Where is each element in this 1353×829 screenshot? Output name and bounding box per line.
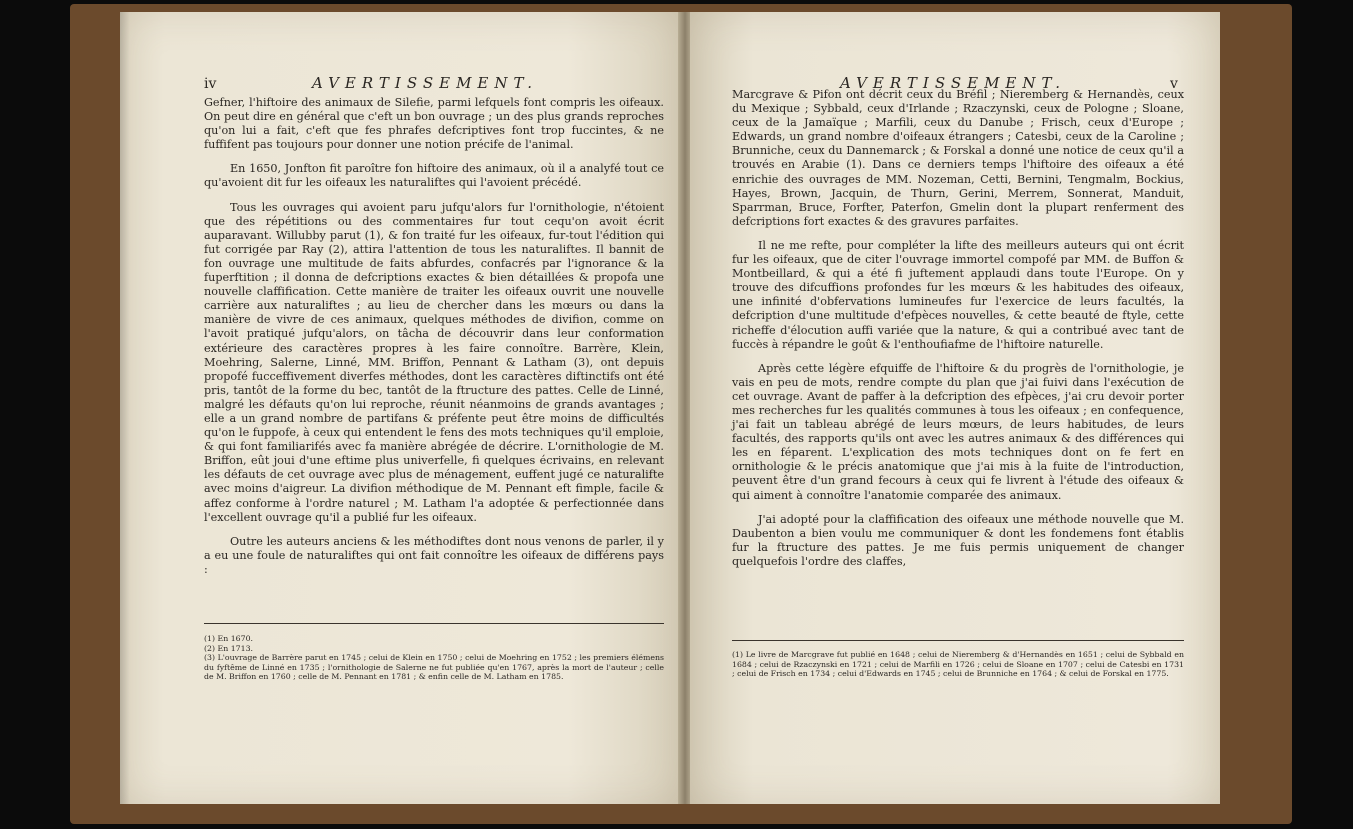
paragraph: Il ne me refte, pour compléter la lifte des meilleurs auteurs qui ont écrit fur les oifeaux, que de citer l'ouvrage immortel compofé par MM. de Buffon & Montbeillard, & qui a été fi juftement applaudi dans toute l'Europe. On y trouve des difcuffions profondes fur les mœurs & les habitudes des oifeaux, une infinité d'obfervations lumineufes fur l'exercice de leurs facultés, la defcription d'une multitude d'efpèces nouvelles, & cette beauté de ftyle, cette richeffe d'élocution auffi variée que la nature, & qui a contribué avec tant de fuccès à répandre le goût & l'enthoufiafme de l'hiftoire naturelle. — [732, 238, 1184, 351]
page-number: iv — [204, 76, 217, 92]
paragraph: Marcgrave & Pifon ont décrit ceux du Bréfil ; Nieremberg & Hernandès, ceux du Mexique ; Sybbald, ceux d'Irlande ; Rzaczynski, ceux de Pologne ; Sloane, ceux de la Jamaïque ; Marfili, ceux du Danube ; Frisch, ceux d'Europe ; Edwards, un grand nombre d'oifeaux étrangers ; Catesbi, ceux de la Caroline ; Brunniche, ceux du Dannemarck ; & Forskal a donné une notice de ceux qu'il a trouvés en Arabie (1). Dans ce derniers temps l'hiftoire des oifeaux a été enrichie des ouvrages de MM. Nozeman, Cetti, Bernini, Tengmalm, Bockius, Hayes, Brown, Jacquin, de Thurn, Gerini, Merrem, Sonnerat, Manduit, Sparrman, Bruce, Forfter, Paterfon, Gmelin dont la plupart renferment des defcriptions fort exactes & des gravures parfaites. — [732, 88, 1184, 228]
body-text — [204, 96, 664, 587]
paragraph: J'ai adopté pour la claffification des oifeaux une méthode nouvelle que M. Daubenton a bien voulu me communiquer & dont les fondemens font établis fur la ftructure des pattes. Je me fuis permis uniquement de changer quelquefois l'ordre des claffes, — [732, 512, 1184, 568]
paragraph: Gefner, l'hiftoire des animaux de Silefie, parmi lefquels font compris les oifeaux. On peut dire en général que c'eft un bon ouvrage ; un des plus grands reproches qu'on lui a fait, c'eft que fes phrafes defcriptives font trop fuccintes, & ne fuffifent pas toujours pour donner une notion précife de l'animal. — [204, 96, 664, 152]
footnote: (3) L'ouvrage de Barrère parut en 1745 ; celui de Klein en 1750 ; celui de Moehring en 1752 ; les premiers élémens du fyftême de Linné en 1735 ; l'ornithologie de Salerne ne fut publiée qu'en 1767, après la mort de l'auteur ; celle de M. Briffon en 1760 ; celle de M. Pennant en 1781 ; & enfin celle de M. Latham en 1785. — [204, 653, 664, 682]
paragraph: Tous les ouvrages qui avoient paru jufqu'alors fur l'ornithologie, n'étoient que des répétitions ou des commentaires fur tout cequ'on avoit écrit auparavant. Willubby parut (1), & fon traité fur les oifeaux, fur-tout l'édition qui fut corrigée par Ray (2), attira l'attention de tous les naturaliftes. Il bannit de fon ouvrage une multitude de faits abfurdes, confacrés par l'ignorance & la fuperftition ; il donna de defcriptions exactes & bien détaillées & propofa une nouvelle claffification. Cette manière de traiter les oifeaux ouvrit une nouvelle carrière aux naturaliftes ; au lieu de chercher dans les mœurs ou dans la manière de vivre de ces animaux, quelques méthodes de divifion, comme on l'avoit pratiqué jufqu'alors, on tâcha de découvrir dans leur conformation extérieure des caractères propres à les faire connoître. Barrère, Klein, Moehring, Salerne, Linné, MM. Briffon, Pennant & Latham (3), ont depuis propofé fucceffivement diverfes méthodes, dont les caractères diftinctifs ont été pris, tantôt de la forme du bec, tantôt de la ftructure des pattes. Celle de Linné, malgré les défauts qu'on lui reproche, réunit néanmoins de grands avantages ; elle a un grand nombre de partifans & préfente peut être moins de difficultés qu'on le fuppofe, à ceux qui entendent le fens des mots techniques qu'il emploie, & qui font familiarifés avec fa manière abrégée de décrire. L'ornithologie de M. Briffon, eût joui d'une eftime plus univerfelle, fi quelques écrivains, en relevant les défauts de cet ouvrage avec plus de ménagement, euffent jugé ce naturalifte avec moins d'aigreur. La divifion méthodique de M. Pennant eft fimple, facile & affez conforme à l'ordre naturel ; M. Latham l'a adoptée & perfectionnée dans l'excellent ouvrage qu'il a publié fur les oifeaux. — [204, 200, 664, 524]
paragraph: Après cette légère efquiffe de l'hiftoire & du progrès de l'ornithologie, je vais en peu de mots, rendre compte du plan que j'ai fuivi dans l'exécution de cet ouvrage. Avant de paffer à la defcription des efpèces, j'ai cru devoir porter mes recherches fur les qualités communes à tous les oifeaux ; en confequence, j'ai fait un tableau abrégé de leurs mœurs, de leurs habitudes, de leurs facultés, des rapports qu'ils ont avec les autres animaux & des différences qui les en féparent. L'explication des mots techniques dont on fe fert en ornithologie & le précis anatomique que j'ai mis à la fuite de l'introduction, peuvent être d'un grand fecours à ceux qui fe livrent à l'étude des oifeaux & qui aiment à connoître l'anatomie comparée des animaux. — [732, 361, 1184, 502]
footnote: (1) En 1670. — [204, 634, 254, 643]
right-page — [690, 12, 1220, 804]
footnote: (1) Le livre de Marcgrave fut publié en 1648 ; celui de Nieremberg & d'Hernandès en 1651 ; celui de Sybbald en 1684 ; celui de Rzaczynski en 1721 ; celui de Marfili en 1726 ; celui de Sloane en 1707 ; celui de Catesbi en 1731 ; celui de Frisch en 1734 ; celui d'Edwards en 1745 ; celui de Brunniche en 1764 ; & celui de Forskal en 1775. — [732, 650, 1184, 679]
page-edge-shadow — [120, 12, 130, 804]
body-text — [732, 88, 1184, 579]
footnotes — [732, 650, 1184, 679]
page-number: v — [1170, 76, 1178, 92]
left-page — [120, 12, 680, 804]
paragraph: En 1650, Jonfton fit paroître fon hiftoire des animaux, où il a analyfé tout ce qu'avoient dit fur les oifeaux les naturaliftes qui l'avoient précédé. — [204, 162, 664, 190]
footnotes — [204, 634, 664, 682]
footnote-rule — [732, 640, 1184, 641]
footnote-rule — [204, 623, 664, 624]
footnote: (2) En 1713. — [204, 643, 254, 653]
running-head: AVERTISSEMENT. — [840, 74, 1067, 92]
running-head: AVERTISSEMENT. — [312, 74, 539, 92]
paragraph: Outre les auteurs anciens & les méthodiftes dont nous venons de parler, il y a eu une foule de naturaliftes qui ont fait connoître les oifeaux de différens pays : — [204, 534, 664, 576]
